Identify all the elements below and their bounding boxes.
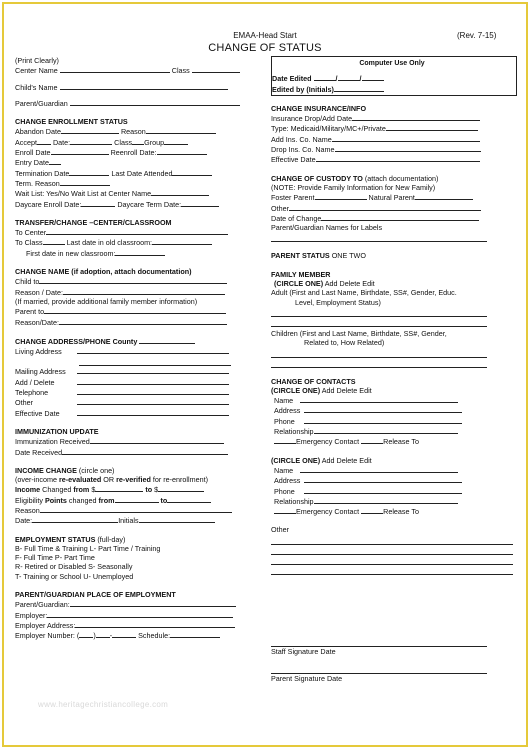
income-from-field[interactable] [95,484,143,492]
term-reason-label: Term. Reason [15,178,60,188]
insurance-drop-add-field[interactable] [352,113,480,121]
over-income-label: (over-income [15,475,59,485]
family-circle-one: (CIRCLE ONE) [274,279,324,289]
custody-attach-note: (attach documentation) [362,173,439,183]
contact1-phone-field[interactable] [304,416,462,424]
add-delete-label: Add / Delete [15,377,55,387]
custody-names-label: Parent/Guardian Names for Labels [271,223,383,233]
immunization-received-row [15,436,253,446]
full-day-label: (full-day) [97,534,126,544]
contact2-relationship-row [271,496,516,506]
employer-address-field[interactable] [75,620,235,628]
class-label: Class [171,66,190,76]
contact2-name-label: Name [274,465,294,475]
insurance-drop-add-row [271,113,516,123]
insurance-type-label: Type: Medicaid/Military/MC+/Private [271,124,386,134]
accept-label: Accept [15,137,37,147]
other-field-4[interactable] [271,565,513,575]
enroll-date-field[interactable] [51,147,109,155]
date-received-label: Date Received [15,447,63,457]
contacts-options[interactable]: Add Delete Edit [321,385,372,395]
points-label: Points [44,495,67,505]
staff-signature-line[interactable] [271,637,487,647]
or-label: OR [101,475,117,485]
contacts2-options[interactable]: Add Delete Edit [321,455,372,465]
address-heading [15,336,253,346]
transfer-heading: TRANSFER/CHANGE –CENTER/CLASSROOM [15,217,172,227]
watermark-text: www.heritagechristiancollege.com [38,700,169,709]
foster-parent-label: Foster Parent [271,193,315,203]
immunization-received-label: Immunization Received [15,437,90,447]
entry-date-field[interactable] [49,157,61,165]
income-reason-label: Reason [15,505,40,515]
form-title: CHANGE OF STATUS [208,42,322,54]
parent-to-field[interactable] [44,306,226,314]
contacts-circle-row [271,386,516,395]
contact2-relationship-label: Relationship [274,496,314,506]
telephone-label: Telephone [15,388,49,398]
child-to-label: Child to [15,277,40,287]
edited-by-row [272,84,512,94]
telephone-row [15,387,253,397]
add-delete-field[interactable] [77,377,229,385]
date-edited-day[interactable] [338,73,360,81]
contact2-address-field[interactable] [304,475,462,483]
parent-signature-line[interactable] [271,664,487,674]
to-center-row [15,227,253,237]
wait-list-row [15,188,253,198]
employment-r: R- Retired or Disabled S- Seasonally [15,562,133,572]
immunization-heading: IMMUNIZATION UPDATE [15,426,99,436]
termination-row [15,168,253,178]
contact2-name-row [271,465,516,475]
childs-name-row [15,82,253,92]
employer-field[interactable] [47,610,233,618]
staff-signature-label: Staff Signature Date [271,646,336,656]
contact2-phone-field[interactable] [304,486,462,494]
center-name-label: Center Name [15,66,58,76]
other-field-1[interactable] [271,535,513,545]
income-line1 [15,475,253,484]
income-heading-row [15,466,253,475]
income-reason-field[interactable] [40,505,232,513]
contact1-name-row [271,395,516,405]
custody-other-field[interactable] [289,203,481,211]
abandon-row [15,126,253,136]
contact1-relationship-label: Relationship [274,427,314,437]
contact2-release-field[interactable] [361,506,383,514]
computer-use-box [271,56,517,96]
living-address-label: Living Address [15,347,62,357]
first-date-new-row [15,248,253,258]
childs-name-label: Child's Name [15,82,58,92]
children-field-2[interactable] [271,358,487,368]
reenroll-date-label: Reenroll Date: [110,148,157,158]
foster-row [271,192,516,202]
reason-field[interactable] [146,126,216,134]
daycare-term-label: Daycare Term Date: [117,199,182,209]
last-date-old-label: Last date in old classroom: [66,238,153,248]
parent-signature-label: Parent Signature Date [271,673,343,683]
place-parent-label: Parent/Guardian: [15,600,70,610]
to-class-label: To Class [15,238,43,248]
natural-parent-field[interactable] [415,192,473,200]
employment-heading-row [15,535,253,544]
custody-other-label: Other [271,203,289,213]
if-married-note: (If married, provide additional family member information) [15,296,198,306]
employment-heading: EMPLOYMENT STATUS [15,534,96,544]
county-field[interactable] [139,336,195,344]
foster-parent-field[interactable] [315,192,367,200]
edited-by-label: Edited by (Initials) [272,84,334,94]
insurance-effective-label: Effective Date [271,155,316,165]
place-parent-field[interactable] [70,599,236,607]
insurance-type-field[interactable] [386,123,478,131]
child-to-row [15,276,253,286]
dollar-to-label: $ [154,485,159,495]
date-of-change-row [271,213,516,223]
family-heading: FAMILY MEMBER [271,269,331,279]
eligibility-label: Eligibility [15,495,45,505]
mailing-address-label: Mailing Address [15,367,66,377]
contact1-address-row [271,405,516,415]
contact2-address-row [271,475,516,485]
add-delete-row [15,377,253,387]
reenroll-date-field[interactable] [157,147,207,155]
date-received-field[interactable] [62,447,228,455]
parent-guardian-label: Parent/Guardian [15,98,68,108]
employer-label: Employer: [15,610,48,620]
contact2-emergency-label: Emergency Contact [296,507,360,517]
enroll-row [15,147,253,157]
accept-date-field[interactable] [70,137,112,145]
contacts2-circle-row [271,456,516,465]
employer-number-label: Employer Number: ( [15,631,80,641]
abandon-date-label: Abandon Date [15,127,61,137]
address-heading-label: CHANGE ADDRESS/PHONE County [15,336,138,346]
other-field-3[interactable] [271,555,513,565]
points-to-field[interactable] [167,495,211,503]
reason-date2-field[interactable] [59,317,227,325]
contact1-flags-row [271,436,516,446]
parent-guardian-row [15,98,253,108]
custody-note: (NOTE: Provide Family Information for New Family) [271,182,436,192]
add-ins-field[interactable] [332,134,480,142]
abandon-date-field[interactable] [61,126,119,134]
living-address-field[interactable] [77,346,229,354]
daycare-term-field[interactable] [181,199,219,207]
points-from-label: from [98,495,115,505]
income-date-field[interactable] [32,515,118,523]
contact1-relationship-row [271,426,516,436]
add-ins-label: Add Ins. Co. Name [271,134,332,144]
contact2-address-label: Address [274,476,301,486]
employment-t: T- Training or School U- Unemployed [15,571,134,581]
custody-other-row [271,203,516,213]
center-name-row [15,65,253,75]
contact1-relationship-field[interactable] [314,426,458,434]
contact2-release-label: Release To [383,507,419,517]
effective-date-label: Effective Date [15,408,60,418]
organization-title: EMAA-Head Start [233,31,297,40]
points-changed-label: changed [66,495,99,505]
family-circle-row [271,279,516,288]
family-options[interactable]: Add Delete Edit [324,279,375,289]
accept-date-label: Date: [52,137,71,147]
employment-b: B- Full Time & Training L- Part Time / Training [15,543,161,553]
other-field-2[interactable] [271,545,513,555]
mailing-address-row [15,366,253,376]
reason-date2-row [15,317,253,327]
term-reason-row [15,178,253,188]
employer-row [15,610,253,620]
class-field[interactable] [192,65,240,73]
for-reenrollment-label: for re-enrollment) [150,475,208,485]
center-name-field[interactable] [60,65,170,73]
last-date-attended-label: Last Date Attended [111,168,173,178]
phone-suffix-field[interactable] [112,630,136,638]
income-date-row [15,515,253,525]
living-address-line2[interactable] [79,356,231,366]
points-to-label: to [160,495,168,505]
child-to-field[interactable] [39,276,227,284]
changed-label: Changed [42,485,74,495]
reason-label: Reason [120,127,146,137]
children-line1: Children (First and Last Name, Birthdate, SS#, Gender, [271,328,447,338]
accept-class-field[interactable] [132,137,144,145]
add-ins-row [271,134,516,144]
first-date-new-label: First date in new classroom: [26,248,116,258]
insurance-drop-add-label: Insurance Drop/Add Date [271,114,353,124]
insurance-effective-field[interactable] [316,154,480,162]
insurance-heading: CHANGE INSURANCE/INFO [271,103,367,113]
income-date-label: Date: [15,516,33,526]
contact1-emergency-field[interactable] [274,436,296,444]
print-clearly-note: (Print Clearly) [15,56,59,65]
mailing-address-field[interactable] [77,366,229,374]
date-edited-row: Date Edited / / [272,73,512,83]
income-to-label: to [145,485,153,495]
contact1-address-field[interactable] [304,405,462,413]
schedule-label: Schedule: [138,631,171,641]
enrollment-heading: CHANGE ENROLLMENT STATUS [15,117,128,127]
effective-date-field[interactable] [77,408,229,416]
children-field-1[interactable] [271,348,487,358]
parent-status-heading: PARENT STATUS [271,251,330,261]
childs-name-field[interactable] [60,82,228,90]
right-column [271,56,516,683]
reason-date2-label: Reason/Date: [15,317,59,327]
contacts-heading: CHANGE OF CONTACTS [271,376,356,386]
points-from-field[interactable] [115,495,159,503]
contact2-phone-row [271,486,516,496]
telephone-field[interactable] [77,387,229,395]
living-address-row [15,346,253,356]
contact1-phone-label: Phone [274,416,295,426]
wait-list-label: Wait List: Yes/No Wait List at Center Name [15,189,152,199]
contact1-release-field[interactable] [361,436,383,444]
income-label: Income [15,485,41,495]
insurance-effective-row [271,154,516,164]
dollar-label: $ [89,485,96,495]
to-class-field[interactable] [43,237,65,245]
contact1-name-field[interactable] [300,395,458,403]
parent-guardian-field[interactable] [70,98,240,106]
group-label: Group [144,137,165,147]
other-field[interactable] [77,397,229,405]
term-reason-field[interactable] [60,178,110,186]
drop-ins-field[interactable] [335,144,481,152]
revision-label: (Rev. 7-15) [457,31,497,40]
other-label: Other [15,398,33,408]
daycare-enroll-label: Daycare Enroll Date: [15,199,82,209]
date-of-change-label: Date of Change [271,213,322,223]
custody-heading: CHANGE OF CUSTODY TO [271,173,363,183]
place-heading: PARENT/GUARDIAN PLACE OF EMPLOYMENT [15,590,176,600]
phone-prefix-field[interactable] [96,630,110,638]
income-to-field[interactable] [158,484,204,492]
date-edited-year[interactable] [362,73,384,81]
group-field[interactable] [164,137,188,145]
reason-date-field[interactable] [63,287,225,295]
re-verified-option[interactable]: re-verified [116,475,151,485]
income-heading: INCOME CHANGE [15,465,77,475]
daycare-row [15,199,253,209]
left-column [15,56,253,641]
children-line2: Related to, How Related) [304,338,385,348]
adult-field-1[interactable] [271,307,487,317]
to-center-label: To Center [15,228,47,238]
employer-address-label: Employer Address: [15,620,76,630]
contact1-emergency-label: Emergency Contact [296,437,360,447]
schedule-field[interactable] [170,630,220,638]
contact1-release-label: Release To [383,437,419,447]
date-of-change-field[interactable] [321,213,479,221]
accept-field[interactable] [37,137,51,145]
daycare-enroll-field[interactable] [81,199,115,207]
income-reason-row [15,505,253,515]
date-edited-label: Date Edited [272,74,312,84]
parent-status-row [271,251,516,260]
last-date-attended-field[interactable] [172,168,212,176]
contact1-phone-row [271,416,516,426]
natural-parent-label: Natural Parent [368,193,415,203]
custody-names-field[interactable] [271,232,487,242]
entry-date-label: Entry Date [15,158,49,168]
contacts-other-label: Other [271,525,289,535]
contacts-circle-one: (CIRCLE ONE) [271,385,321,395]
date-received-row [15,447,253,457]
contact2-flags-row [271,506,516,516]
parent-to-label: Parent to [15,307,45,317]
contact2-relationship-field[interactable] [314,496,458,504]
effective-date-row [15,408,253,418]
first-date-new-field[interactable] [115,248,165,256]
from-label: from [73,485,90,495]
contact2-name-field[interactable] [300,465,458,473]
contact1-address-label: Address [274,406,301,416]
adult-line1: Adult (First and Last Name, Birthdate, SS#, Gender, Educ. [271,288,457,298]
change-name-heading: CHANGE NAME (if adoption, attach documentation) [15,267,192,277]
adult-line2: Level, Employment Status) [295,297,381,307]
drop-ins-label: Drop Ins. Co. Name [271,145,335,155]
employment-f: F- Full Time P- Part Time [15,553,95,563]
termination-date-label: Termination Date [15,168,70,178]
computer-use-title: Computer Use Only [359,60,425,67]
wait-list-field[interactable] [151,188,209,196]
to-center-field[interactable] [46,227,228,235]
re-evaluated-option[interactable]: re-evaluated [58,475,102,485]
reason-date-row [15,287,253,297]
edited-by-field[interactable] [334,84,384,92]
parent-status-options[interactable]: ONE TWO [331,251,366,261]
employer-number-row: Employer Number: ( ) - Schedule: [15,630,253,640]
other-row [15,397,253,407]
adult-field-2[interactable] [271,317,487,327]
income-changed-row [15,484,253,494]
place-parent-row [15,599,253,609]
initials-label: Initials [118,516,139,526]
immunization-received-field[interactable] [90,436,224,444]
contacts2-circle-one: (CIRCLE ONE) [271,455,321,465]
reason-date-label: Reason / Date: [15,287,63,297]
drop-ins-row [271,144,516,154]
insurance-type-row [271,123,516,133]
contact1-name-label: Name [274,396,294,406]
employer-address-row [15,620,253,630]
eligibility-row [15,495,253,505]
entry-row [15,157,253,167]
contact2-phone-label: Phone [274,486,295,496]
accept-row [15,137,253,147]
last-date-old-field[interactable] [152,237,212,245]
parent-to-row [15,306,253,316]
custody-heading-row [271,174,516,183]
termination-date-field[interactable] [69,168,109,176]
accept-class-label: Class [114,137,133,147]
contact2-emergency-field[interactable] [274,506,296,514]
income-circle-one: (circle one) [78,465,115,475]
date-edited-month[interactable] [314,73,336,81]
initials-field[interactable] [139,515,215,523]
to-class-row [15,237,253,247]
area-code-field[interactable] [79,630,93,638]
enroll-date-label: Enroll Date [15,148,51,158]
